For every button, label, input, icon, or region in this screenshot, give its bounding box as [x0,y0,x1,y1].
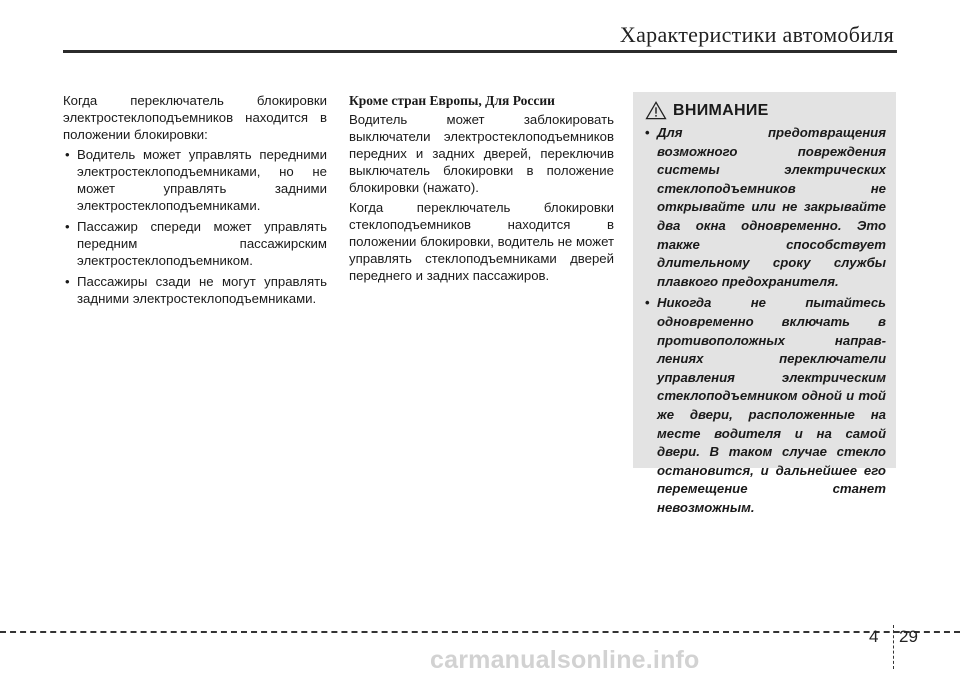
warning-list [643,124,886,517]
warning-box [633,92,896,515]
page-number-separator [893,625,894,669]
body-paragraph: Когда переключатель блокировки стеклоподъемников находится в положении блокировки, водитель не может управлять стеклоподъемниками дверей переднего и задних пассажиров. [349,200,614,283]
section-subheading: Кроме стран Европы, Для России [349,93,555,108]
lock-bullet-list [63,146,327,307]
warning-header [643,101,886,120]
body-paragraph: Водитель может заблокировать выключатели электростеклоподъемников передних и задних дверей, переключив выключатель блокировки в положение блокировки (нажато). [349,112,614,195]
warning-item: • Для предотвращения возможного повреждения системы электрических стеклоподъемников не открывайте или не закрывайте два окна одновременно. Это также способствует длительному сроку службы плавкого предохранителя. [643,124,886,291]
header-divider [63,50,897,53]
warning-title: ВНИМАНИЕ [673,101,769,119]
bullet-item: • Пассажир спереди может управлять передним пассажирским электростеклоподъемником. [63,218,327,269]
footer-divider [0,631,960,633]
intro-paragraph: Когда переключатель блокировки электростеклоподъемников находится в положении блокировки: [63,93,327,142]
watermark-text: carmanualsonline.info [430,646,700,674]
chapter-number: 4 [869,627,879,646]
page-number: 29 [899,627,918,646]
warning-item: • Никогда не пытайтесь одновременно включать в противоположных направ-лениях переключатели управления электрическим стеклоподъемником одной и той же двери, расположенные на месте водителя и на самой двери. В таком случае стекло остановится, и дальнейшее его перемещение станет невозможным. [643,294,886,517]
warning-triangle-icon [645,101,667,120]
middle-column [349,92,614,287]
bullet-item: • Водитель может управлять передними электростеклоподъемниками, но не может управлять задними электростеклоподъемниками. [63,146,327,214]
page-header-title: Характеристики автомобиля [619,22,894,47]
left-column [63,92,327,311]
bullet-item: • Пассажиры сзади не могут управлять задними электростеклоподъемниками. [63,273,327,307]
